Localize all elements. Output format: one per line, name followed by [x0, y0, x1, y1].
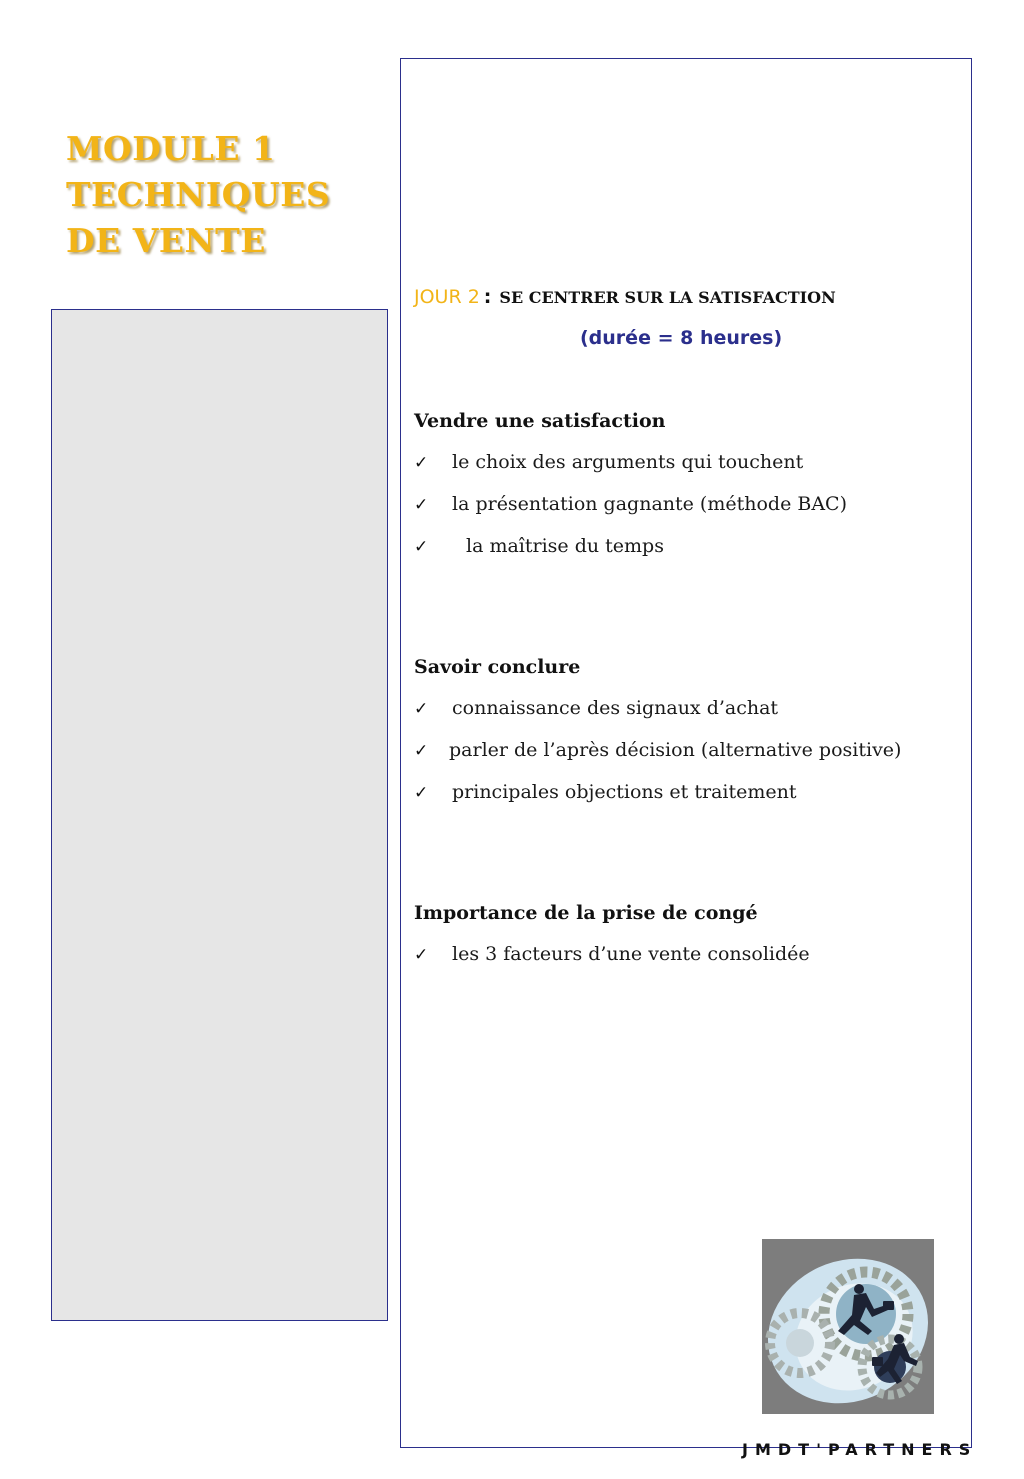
module-title: [66, 126, 330, 264]
bullet-list: [414, 941, 974, 968]
list-item-text: parler de l’après décision (alternative positive): [449, 739, 902, 761]
list-item-text: principales objections et traitement: [452, 781, 797, 803]
section-heading: Importance de la prise de congé: [414, 902, 758, 924]
section-heading: Vendre une satisfaction: [414, 410, 666, 432]
list-item: [414, 491, 974, 518]
day-label: JOUR 2: [414, 286, 480, 308]
list-item: [414, 533, 974, 560]
module-title-line-2: TECHNIQUES: [66, 175, 331, 214]
list-item: [414, 779, 974, 806]
section-conge: [414, 900, 974, 968]
bullet-list: [414, 449, 974, 560]
section-conclure: [414, 654, 974, 806]
bullet-list: [414, 695, 974, 806]
checkmark-icon: ✓: [414, 453, 429, 473]
checkmark-icon: ✓: [414, 945, 429, 965]
module-title-line-3: DE VENTE: [66, 221, 266, 260]
list-item-text: la présentation gagnante (méthode BAC): [452, 493, 847, 515]
grey-side-panel: [51, 309, 388, 1321]
list-item-text: les 3 facteurs d’une vente consolidée: [452, 943, 810, 965]
checkmark-icon: ✓: [414, 699, 429, 719]
day-heading: [414, 286, 836, 308]
duration-note: (durée = 8 heures): [580, 327, 783, 349]
businessmen-gears-illustration: [762, 1239, 934, 1414]
list-item-text: le choix des arguments qui touchent: [452, 451, 804, 473]
checkmark-icon: ✓: [414, 495, 429, 515]
checkmark-icon: ✓: [414, 537, 429, 557]
gears-icon: [762, 1239, 934, 1414]
section-vendre: [414, 408, 974, 560]
list-item: [414, 737, 974, 764]
checkmark-icon: ✓: [414, 741, 429, 761]
module-title-line-1: MODULE 1: [66, 129, 276, 168]
brand-footer: JMDT'PARTNERS: [742, 1440, 978, 1459]
checkmark-icon: ✓: [414, 783, 429, 803]
list-item-text: la maîtrise du temps: [466, 535, 664, 557]
list-item-text: connaissance des signaux d’achat: [452, 697, 779, 719]
day-topic: SE CENTRER SUR LA SATISFACTION: [499, 288, 836, 307]
section-heading: Savoir conclure: [414, 656, 581, 678]
list-item: [414, 695, 974, 722]
day-separator: :: [483, 286, 492, 308]
list-item: [414, 941, 974, 968]
list-item: [414, 449, 974, 476]
